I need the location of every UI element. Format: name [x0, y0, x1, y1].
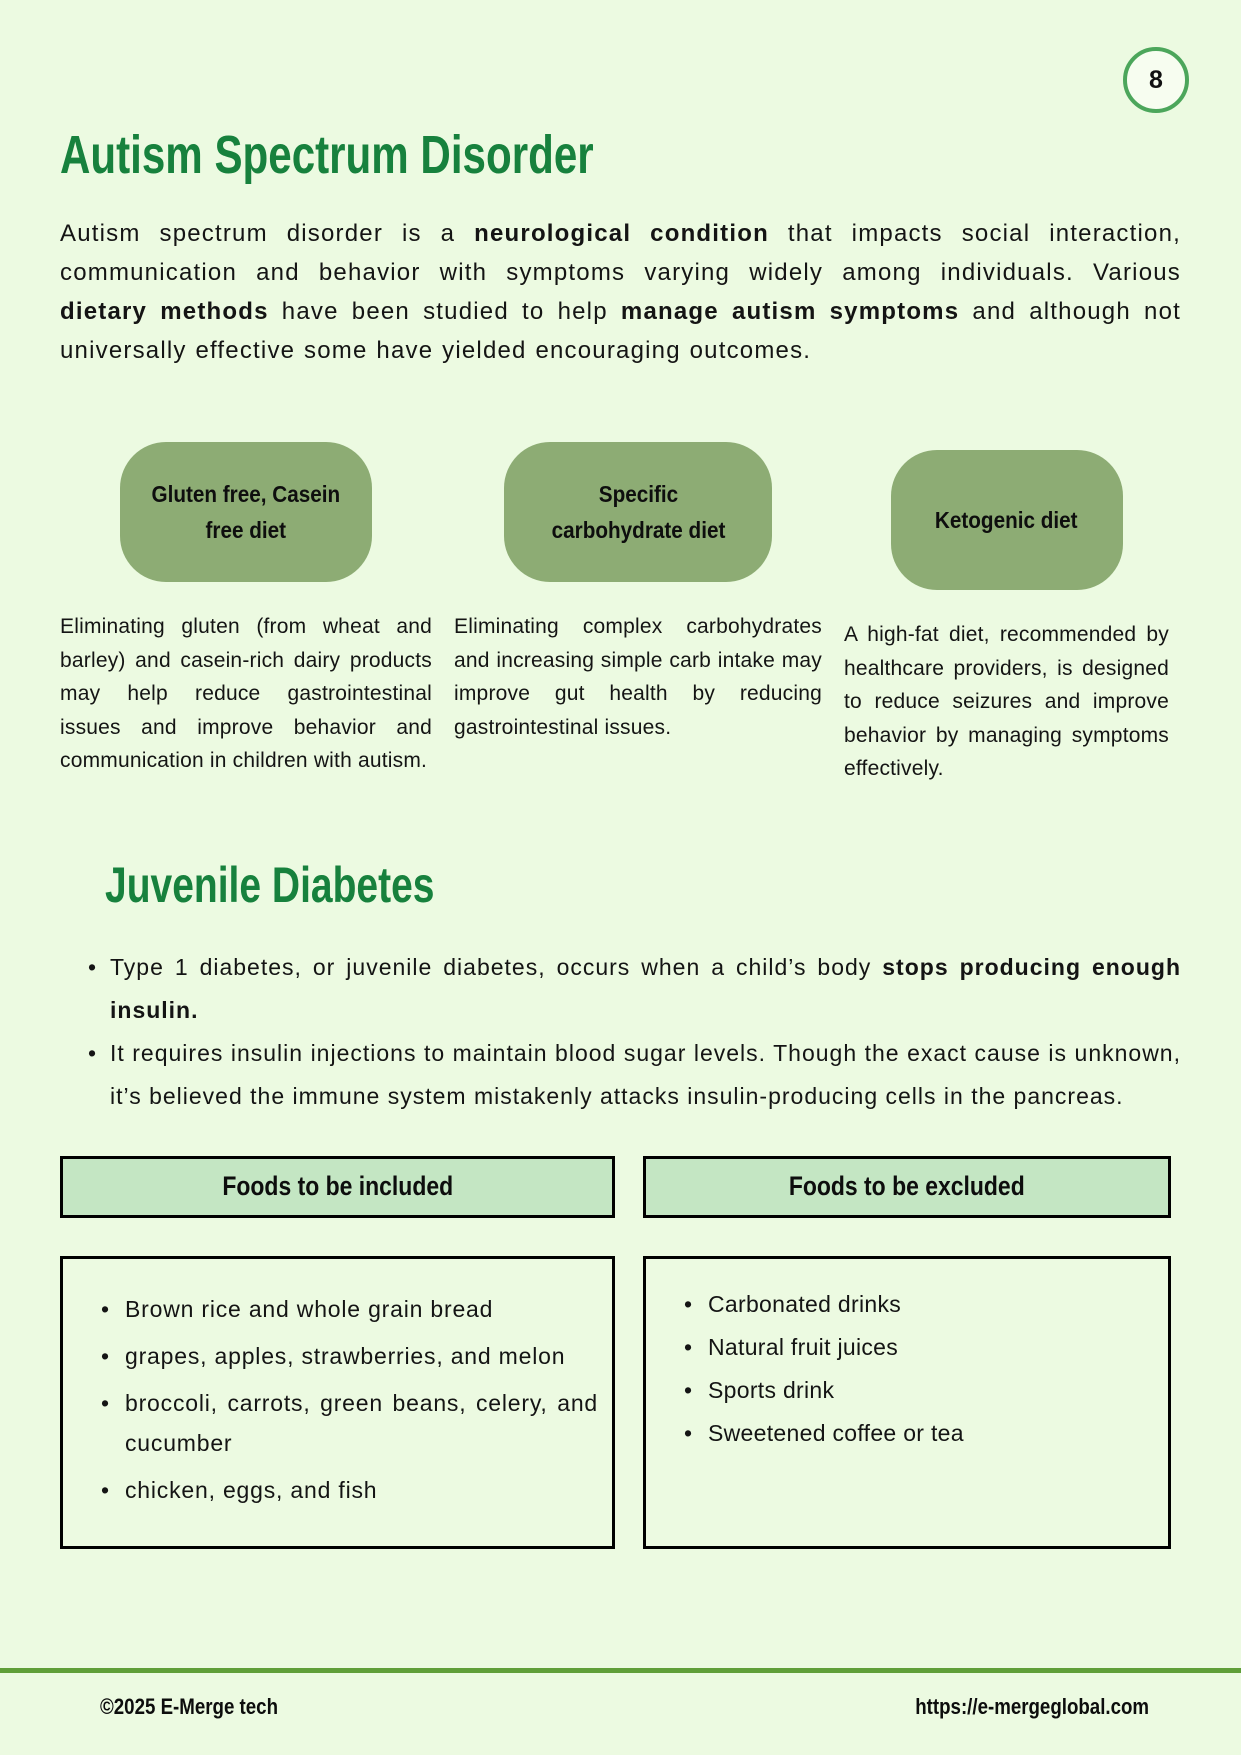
page-number-badge [1123, 47, 1189, 113]
foods-included-box [60, 1256, 615, 1549]
diet-cards-row [60, 442, 1181, 786]
autism-section-title [60, 124, 1181, 186]
diet-description-gluten-free: Eliminating gluten (from wheat and barley) and casein-rich dairy products may help reduce gastrointestinal issues and improve behavior and communication in children with autism. [60, 615, 432, 772]
diet-column-specific-carbohydrate [454, 442, 822, 786]
foods-table [60, 1156, 1181, 1549]
diabetes-section-title-text: Juvenile Diabetes [105, 856, 435, 913]
diet-card-label [152, 476, 341, 548]
foods-included-list [99, 1289, 598, 1510]
autism-section-title-text: Autism Spectrum Disorder [60, 125, 594, 185]
diet-card-label-line: Ketogenic diet [935, 507, 1078, 533]
foods-excluded-box [643, 1256, 1171, 1549]
food-item: • Sweetened coffee or tea [682, 1412, 1154, 1455]
diet-card-label-line: Specific [598, 481, 678, 507]
diet-description-ketogenic: A high-fat diet, recommended by healthcare providers, is designed to reduce seizures and improve behavior by managing symptoms effectively. [844, 623, 1169, 780]
food-item: • Carbonated drinks [682, 1283, 1154, 1326]
foods-excluded-header-text: Foods to be excluded [789, 1171, 1025, 1201]
diabetes-bullet-item: • Type 1 diabetes, or juvenile diabetes, occurs when a child’s body stops producing enough insulin. [88, 946, 1181, 1032]
diabetes-section-title [105, 856, 1181, 914]
diet-card-label [935, 502, 1078, 538]
diet-column-ketogenic [844, 442, 1169, 786]
food-item: • grapes, apples, strawberries, and melon [99, 1336, 598, 1376]
diet-column-gluten-free [60, 442, 432, 786]
diet-card-specific-carbohydrate [504, 442, 772, 582]
diet-description-specific-carbohydrate: Eliminating complex carbohydrates and increasing simple carb intake may improve gut health by reducing gastrointestinal issues. [454, 615, 822, 739]
foods-included-header-text: Foods to be included [222, 1171, 453, 1201]
page-number: 8 [1149, 65, 1163, 94]
food-item: • Sports drink [682, 1369, 1154, 1412]
diet-card-label [551, 476, 725, 548]
food-item: • Natural fruit juices [682, 1326, 1154, 1369]
footer-copyright: ©2025 E-Merge tech [100, 1694, 279, 1719]
foods-excluded-list [682, 1283, 1154, 1455]
autism-intro-paragraph: Autism spectrum disorder is a neurological condition that impacts social interaction, communication and behavior with symptoms varying widely among individuals. Various dietary methods have been studied to help manage autism symptoms and although not universally effective some have yielded encouraging outcomes. [60, 220, 1181, 364]
footer-divider-line [0, 1668, 1241, 1673]
diabetes-bullet-item: • It requires insulin injections to maintain blood sugar levels. Though the exact cause is unknown, it’s believed the immune system mistakenly attacks insulin-producing cells in the pancreas. [88, 1032, 1181, 1118]
diet-card-label-line: carbohydrate diet [551, 517, 725, 543]
diet-card-ketogenic [891, 450, 1123, 590]
diet-card-gluten-free-casein-free [120, 442, 372, 582]
page-footer [100, 1694, 1149, 1720]
foods-excluded-header [643, 1156, 1171, 1218]
diet-card-label-line: free diet [205, 517, 287, 543]
diet-card-label-line: Gluten free, Casein [151, 481, 341, 507]
diabetes-bullet-list [60, 946, 1181, 1118]
food-item: • broccoli, carrots, green beans, celery, and cucumber [99, 1383, 598, 1463]
food-item: • chicken, eggs, and fish [99, 1470, 598, 1510]
page-content [0, 124, 1241, 1549]
footer-website-link[interactable]: https://e-mergeglobal.com [915, 1694, 1149, 1719]
food-item: • Brown rice and whole grain bread [99, 1289, 598, 1329]
foods-included-header [60, 1156, 615, 1218]
